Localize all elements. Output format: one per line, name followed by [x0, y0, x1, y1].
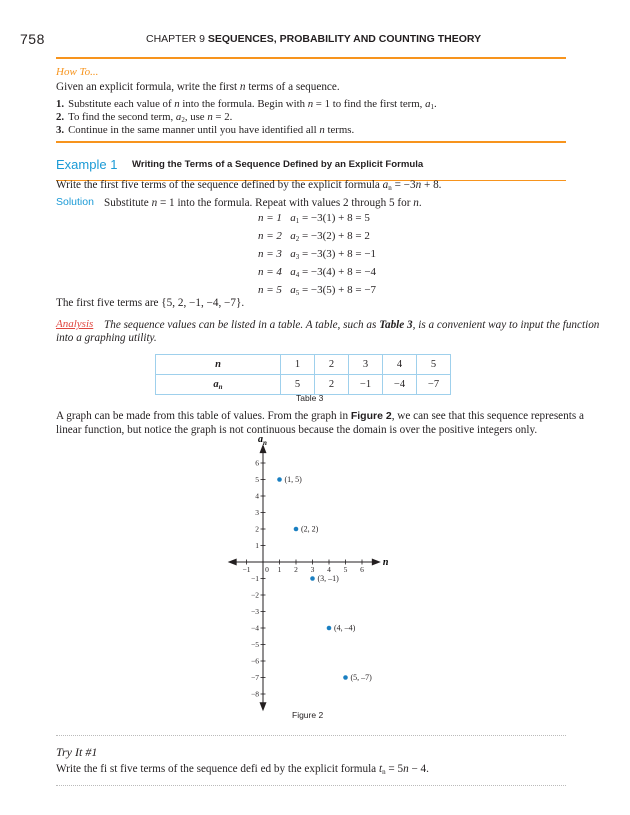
how-to-top-rule: [56, 57, 566, 59]
y-tick-label: 1: [255, 541, 259, 551]
figure-caption: Figure 2: [292, 710, 324, 720]
y-axis-arrow-down: [260, 702, 267, 711]
values-table: [155, 354, 451, 395]
figure-2-scatter-plot: [225, 434, 395, 708]
analysis-label: Analysis: [56, 318, 94, 330]
table-cell: −4: [383, 375, 417, 395]
y-axis-label: $a_n$: [258, 434, 267, 448]
graph-paragraph-line-1: A graph can be made from this table of values. From the graph in Figure 2, we can see that this sequence represents a: [56, 410, 584, 422]
table-caption: Table 3: [296, 393, 324, 403]
x-tick-label: 1: [277, 565, 282, 574]
analysis-line-1: The sequence values can be listed in a table. A table, such as Table 3, is a convenient way to input the function: [104, 319, 600, 331]
data-point-label: (4, –4): [334, 623, 356, 633]
y-tick-label: −2: [251, 590, 259, 600]
y-tick-label: 3: [255, 508, 259, 518]
how-to-title: How To...: [56, 66, 99, 78]
x-tick-label: 2: [294, 565, 298, 574]
page-number: 758: [20, 31, 45, 47]
table-row: [156, 355, 451, 375]
x-axis-arrow-right: [372, 559, 381, 566]
y-tick-label: 5: [255, 475, 259, 485]
try-it-text: Write the fi st five terms of the sequence defi ed by the explicit formula $t_n = 5n - 4$.: [56, 763, 429, 776]
equation-row: n = 5 $a_5 = -3(5) + 8 = -7$: [258, 284, 377, 297]
table-row-header: $a_n$: [156, 375, 281, 395]
plot-ticks: [243, 459, 365, 699]
equation-row: n = 4 $a_4 = -3(4) + 8 = -4$: [258, 266, 377, 279]
table-row: [156, 375, 451, 395]
try-it-bottom-rule: [56, 785, 566, 786]
x-tick-label: 4: [327, 565, 331, 574]
y-tick-label: 2: [255, 524, 259, 534]
table-cell: 1: [281, 355, 315, 375]
x-tick-label: −1: [242, 565, 251, 574]
table-cell: 2: [315, 355, 349, 375]
y-tick-label: 4: [255, 491, 259, 501]
table-cell: 3: [349, 355, 383, 375]
plot-points: [277, 475, 372, 682]
x-axis-arrow-left: [228, 559, 237, 566]
how-to-bottom-rule: [56, 141, 566, 143]
graph-paragraph-line-2: linear function, but notice the graph is not continuous because the domain is over the positive integers only.: [56, 424, 538, 436]
y-tick-label: −4: [251, 623, 259, 633]
equation-row: n = 3 $a_3 = -3(3) + 8 = -1$: [258, 248, 377, 261]
y-tick-label: −7: [251, 673, 259, 683]
table-cell: −1: [349, 375, 383, 395]
data-point-label: (1, 5): [284, 475, 302, 485]
data-point-label: (5, –7): [350, 673, 372, 683]
equation-row: n = 2 $a_2 = -3(2) + 8 = 2$: [258, 230, 370, 243]
y-tick-label: 6: [255, 458, 259, 468]
example-conclusion: The first five terms are {5, 2, −1, −4, −7}.: [56, 297, 245, 309]
chapter-title: SEQUENCES, PROBABILITY AND COUNTING THEORY: [207, 33, 482, 45]
data-point: [277, 477, 282, 482]
data-point: [327, 626, 332, 631]
x-tick-label: 3: [310, 565, 315, 574]
table-cell: 5: [417, 355, 451, 375]
y-tick-label: −6: [251, 656, 259, 666]
solution-text: Substitute n = 1 into the formula. Repeat with values 2 through 5 for n.: [104, 197, 422, 209]
chapter-label: CHAPTER 9: [146, 33, 205, 45]
data-point: [343, 675, 348, 680]
y-tick-label: −1: [251, 574, 259, 584]
x-tick-label: 6: [360, 565, 364, 574]
table-cell: −7: [417, 375, 451, 395]
how-to-intro: Given an explicit formula, write the first n terms of a sequence.: [56, 81, 340, 93]
y-tick-label: −5: [251, 640, 259, 650]
x-tick-label: 0: [265, 565, 269, 574]
solution-label: Solution: [56, 196, 94, 208]
equation-row: n = 1 $a_1 = -3(1) + 8 = 5$: [258, 212, 370, 225]
y-tick-label: −3: [251, 607, 259, 617]
table-cell: 5: [281, 375, 315, 395]
x-axis-label: n: [382, 557, 389, 568]
table-cell: 2: [315, 375, 349, 395]
analysis-line-2: into a graphing utility.: [56, 332, 157, 344]
data-point-label: (3, –1): [317, 574, 339, 584]
example-label: Example 1: [56, 157, 118, 172]
table-cell: 4: [383, 355, 417, 375]
data-point-label: (2, 2): [301, 524, 319, 534]
x-tick-label: 5: [343, 565, 348, 574]
data-point: [294, 527, 299, 532]
example-prompt: Write the first five terms of the sequence defined by the explicit formula $a_n = -3n + 8$.: [56, 179, 442, 192]
y-tick-label: −8: [251, 689, 259, 699]
try-it-top-rule: [56, 735, 566, 736]
table-row-header: n: [156, 355, 281, 375]
try-it-title: Try It #1: [56, 745, 98, 759]
how-to-step-2: 2. To find the second term, $a_2$, use n = 2.: [56, 111, 233, 124]
how-to-step-1: 1. Substitute each value of n into the formula. Begin with n = 1 to find the first term, $a_1$.: [56, 98, 437, 111]
chapter-heading: [146, 33, 481, 45]
how-to-step-3: 3. Continue in the same manner until you have identified all n terms.: [56, 124, 355, 136]
data-point: [310, 576, 315, 581]
example-title: Writing the Terms of a Sequence Defined by an Explicit Formula: [132, 159, 424, 170]
